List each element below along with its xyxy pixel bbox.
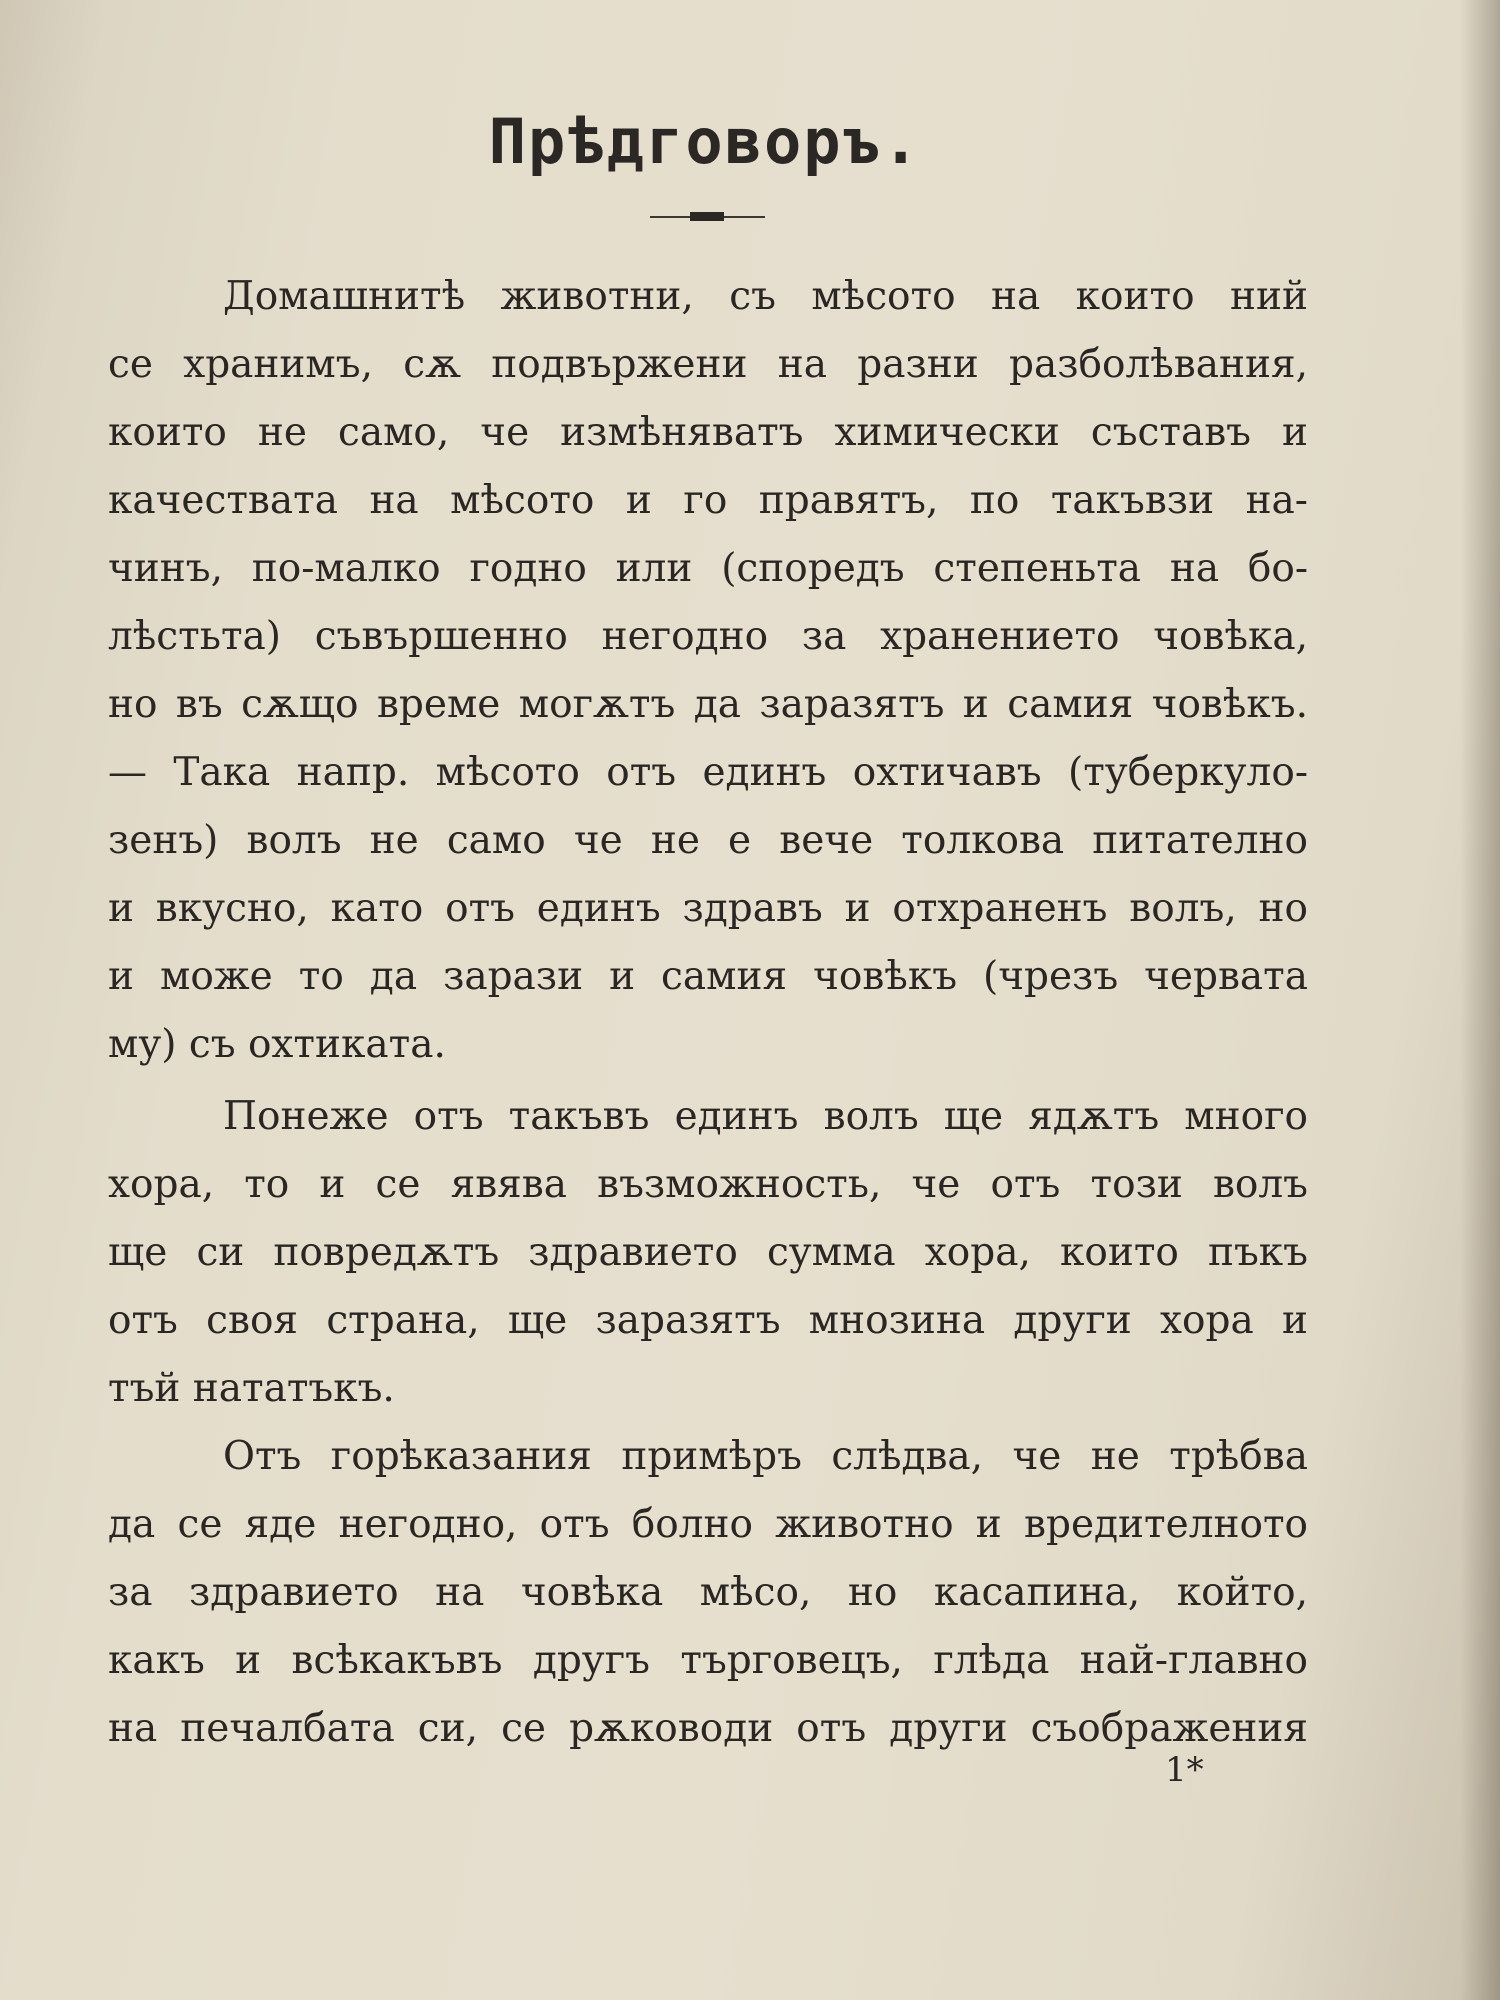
paragraph-3 xyxy=(108,1423,1308,1763)
text-line: се хранимъ, сѫ подвържени на разни разболѣвания, xyxy=(108,342,1308,387)
text-line: — Така напр. мѣсото отъ единъ охтичавъ (туберкуло- xyxy=(108,750,1308,795)
text-line: зенъ) волъ не само че не е вече толкова питателно xyxy=(108,818,1308,863)
text-line: лѣстьта) съвършенно негодно за хранението човѣка, xyxy=(108,614,1308,659)
page-number: 1* xyxy=(1165,1750,1204,1790)
text-line: за здравието на човѣка мѣсо, но касапина, който, xyxy=(108,1570,1308,1615)
text-line: чинъ, по-малко годно или (споредъ степеньта на бо- xyxy=(108,546,1308,591)
text-line: и може то да зарази и самия човѣкъ (чрезъ червата xyxy=(108,954,1308,999)
text-line: какъ и всѣкакъвъ другъ търговецъ, глѣда най-главно xyxy=(108,1638,1308,1683)
text-line: му) съ охтиката. xyxy=(108,1022,446,1067)
paragraph-2 xyxy=(108,1083,1308,1423)
paragraph-1 xyxy=(108,263,1308,1079)
text-line: хора, то и се явява възможность, че отъ този волъ xyxy=(108,1162,1308,1207)
text-line: но въ сѫщо време могѫтъ да заразятъ и самия човѣкъ. xyxy=(108,682,1308,727)
text-line: които не само, че измѣняватъ химически съставъ и xyxy=(108,410,1308,455)
text-line: ще си повредѫтъ здравието сумма хора, които пъкъ xyxy=(108,1230,1308,1275)
title-divider-ornament xyxy=(690,212,724,221)
page-edge-shadow xyxy=(1460,0,1500,2000)
text-line: на печалбата си, се рѫководи отъ други съображения xyxy=(108,1706,1308,1751)
text-line: отъ своя страна, ще заразятъ мнозина други хора и xyxy=(108,1298,1308,1343)
text-line: качествата на мѣсото и го правятъ, по такъвзи на- xyxy=(108,478,1308,523)
text-line: Понеже отъ такъвъ единъ волъ ще ядѫтъ много xyxy=(223,1094,1308,1139)
text-line: Домашнитѣ животни, съ мѣсото на които ний xyxy=(223,274,1308,319)
text-line: и вкусно, като отъ единъ здравъ и отхраненъ волъ, но xyxy=(108,886,1308,931)
page-title: Прѣдговоръ. xyxy=(488,105,922,178)
text-line: тъй нататъкъ. xyxy=(108,1366,395,1411)
text-line: да се яде негодно, отъ болно животно и вредителното xyxy=(108,1502,1308,1547)
text-line: Отъ горѣказания примѣръ слѣдва, че не трѣбва xyxy=(223,1434,1308,1479)
